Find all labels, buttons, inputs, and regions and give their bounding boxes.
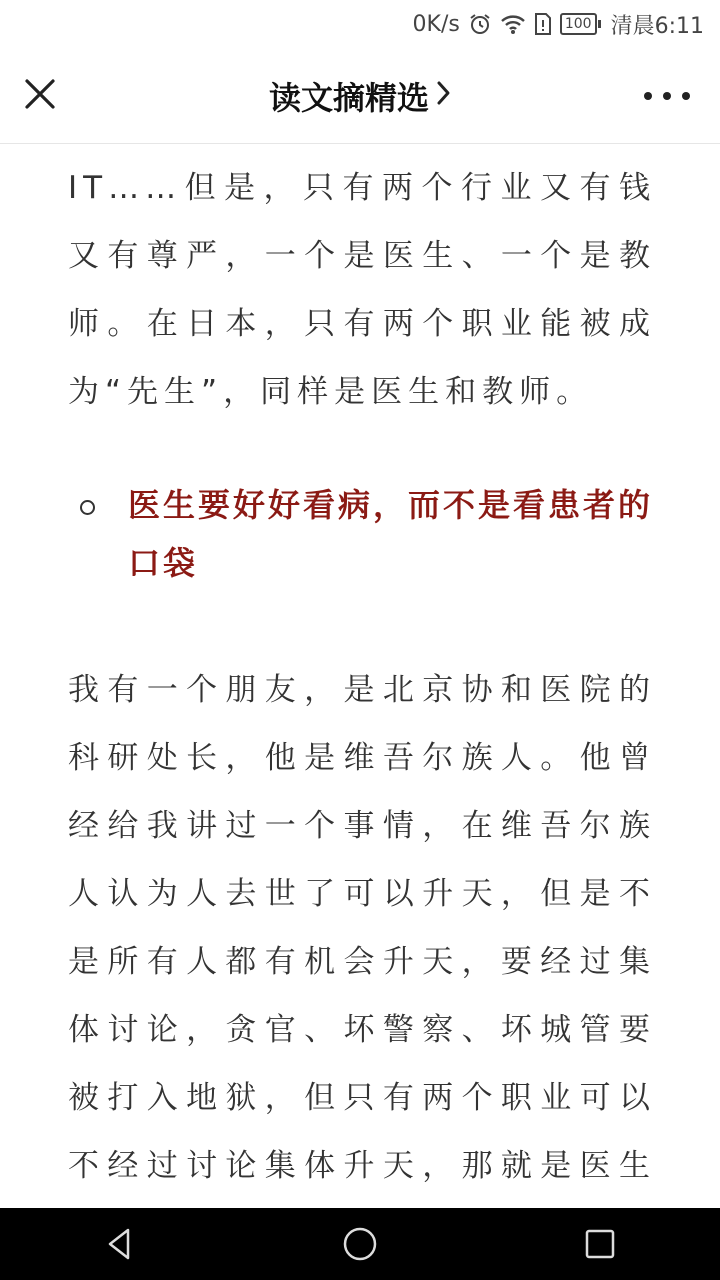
recents-button[interactable] bbox=[570, 1214, 630, 1274]
chevron-right-icon bbox=[435, 77, 451, 115]
back-button[interactable] bbox=[90, 1214, 150, 1274]
page-title-text: 读文摘精选 bbox=[268, 79, 429, 117]
more-icon-dot bbox=[682, 92, 690, 100]
home-button[interactable] bbox=[330, 1214, 390, 1274]
page-title[interactable] bbox=[269, 73, 451, 119]
home-icon bbox=[341, 1225, 379, 1263]
clock: 清晨6:11 bbox=[610, 13, 704, 39]
top-nav-bar bbox=[0, 48, 720, 144]
article-paragraph: IT……但是，只有两个行业又有钱又有尊严，一个是医生、一个是教师。在日本，只有两个职业能被成为“先生”，同样是医生和教师。 bbox=[68, 170, 656, 410]
close-icon bbox=[20, 74, 60, 114]
alarm-icon bbox=[468, 12, 492, 36]
system-navigation-bar bbox=[0, 1208, 720, 1280]
close-button[interactable] bbox=[20, 74, 60, 114]
article-list-item bbox=[68, 476, 656, 592]
battery-icon: 100 bbox=[560, 13, 597, 35]
more-icon-dot bbox=[644, 92, 652, 100]
more-button[interactable] bbox=[644, 78, 690, 114]
sim-icon bbox=[534, 12, 552, 36]
more-icon-dot bbox=[663, 92, 671, 100]
back-icon bbox=[102, 1226, 138, 1262]
status-bar bbox=[0, 0, 720, 48]
article-body bbox=[68, 154, 656, 1268]
bullet-circle-icon bbox=[80, 500, 95, 515]
article-subheading: 医生要好好看病，而不是看患者的口袋 bbox=[128, 486, 654, 582]
article-paragraph: 我有一个朋友，是北京协和医院的科研处长，他是维吾尔族人。他曾经给我讲过一个事情，在维吾尔族人认为人去世了可以升天，但是不是所有人都有机会升天，要经过集体讨论，贪官、坏警察、坏城管要被打入地狱，但只有两个职业可以不经过讨论集体升天，那就是医生 bbox=[68, 672, 656, 1184]
net-speed: 0K/s bbox=[412, 11, 460, 37]
recents-icon bbox=[583, 1227, 617, 1261]
wifi-icon bbox=[500, 13, 526, 35]
